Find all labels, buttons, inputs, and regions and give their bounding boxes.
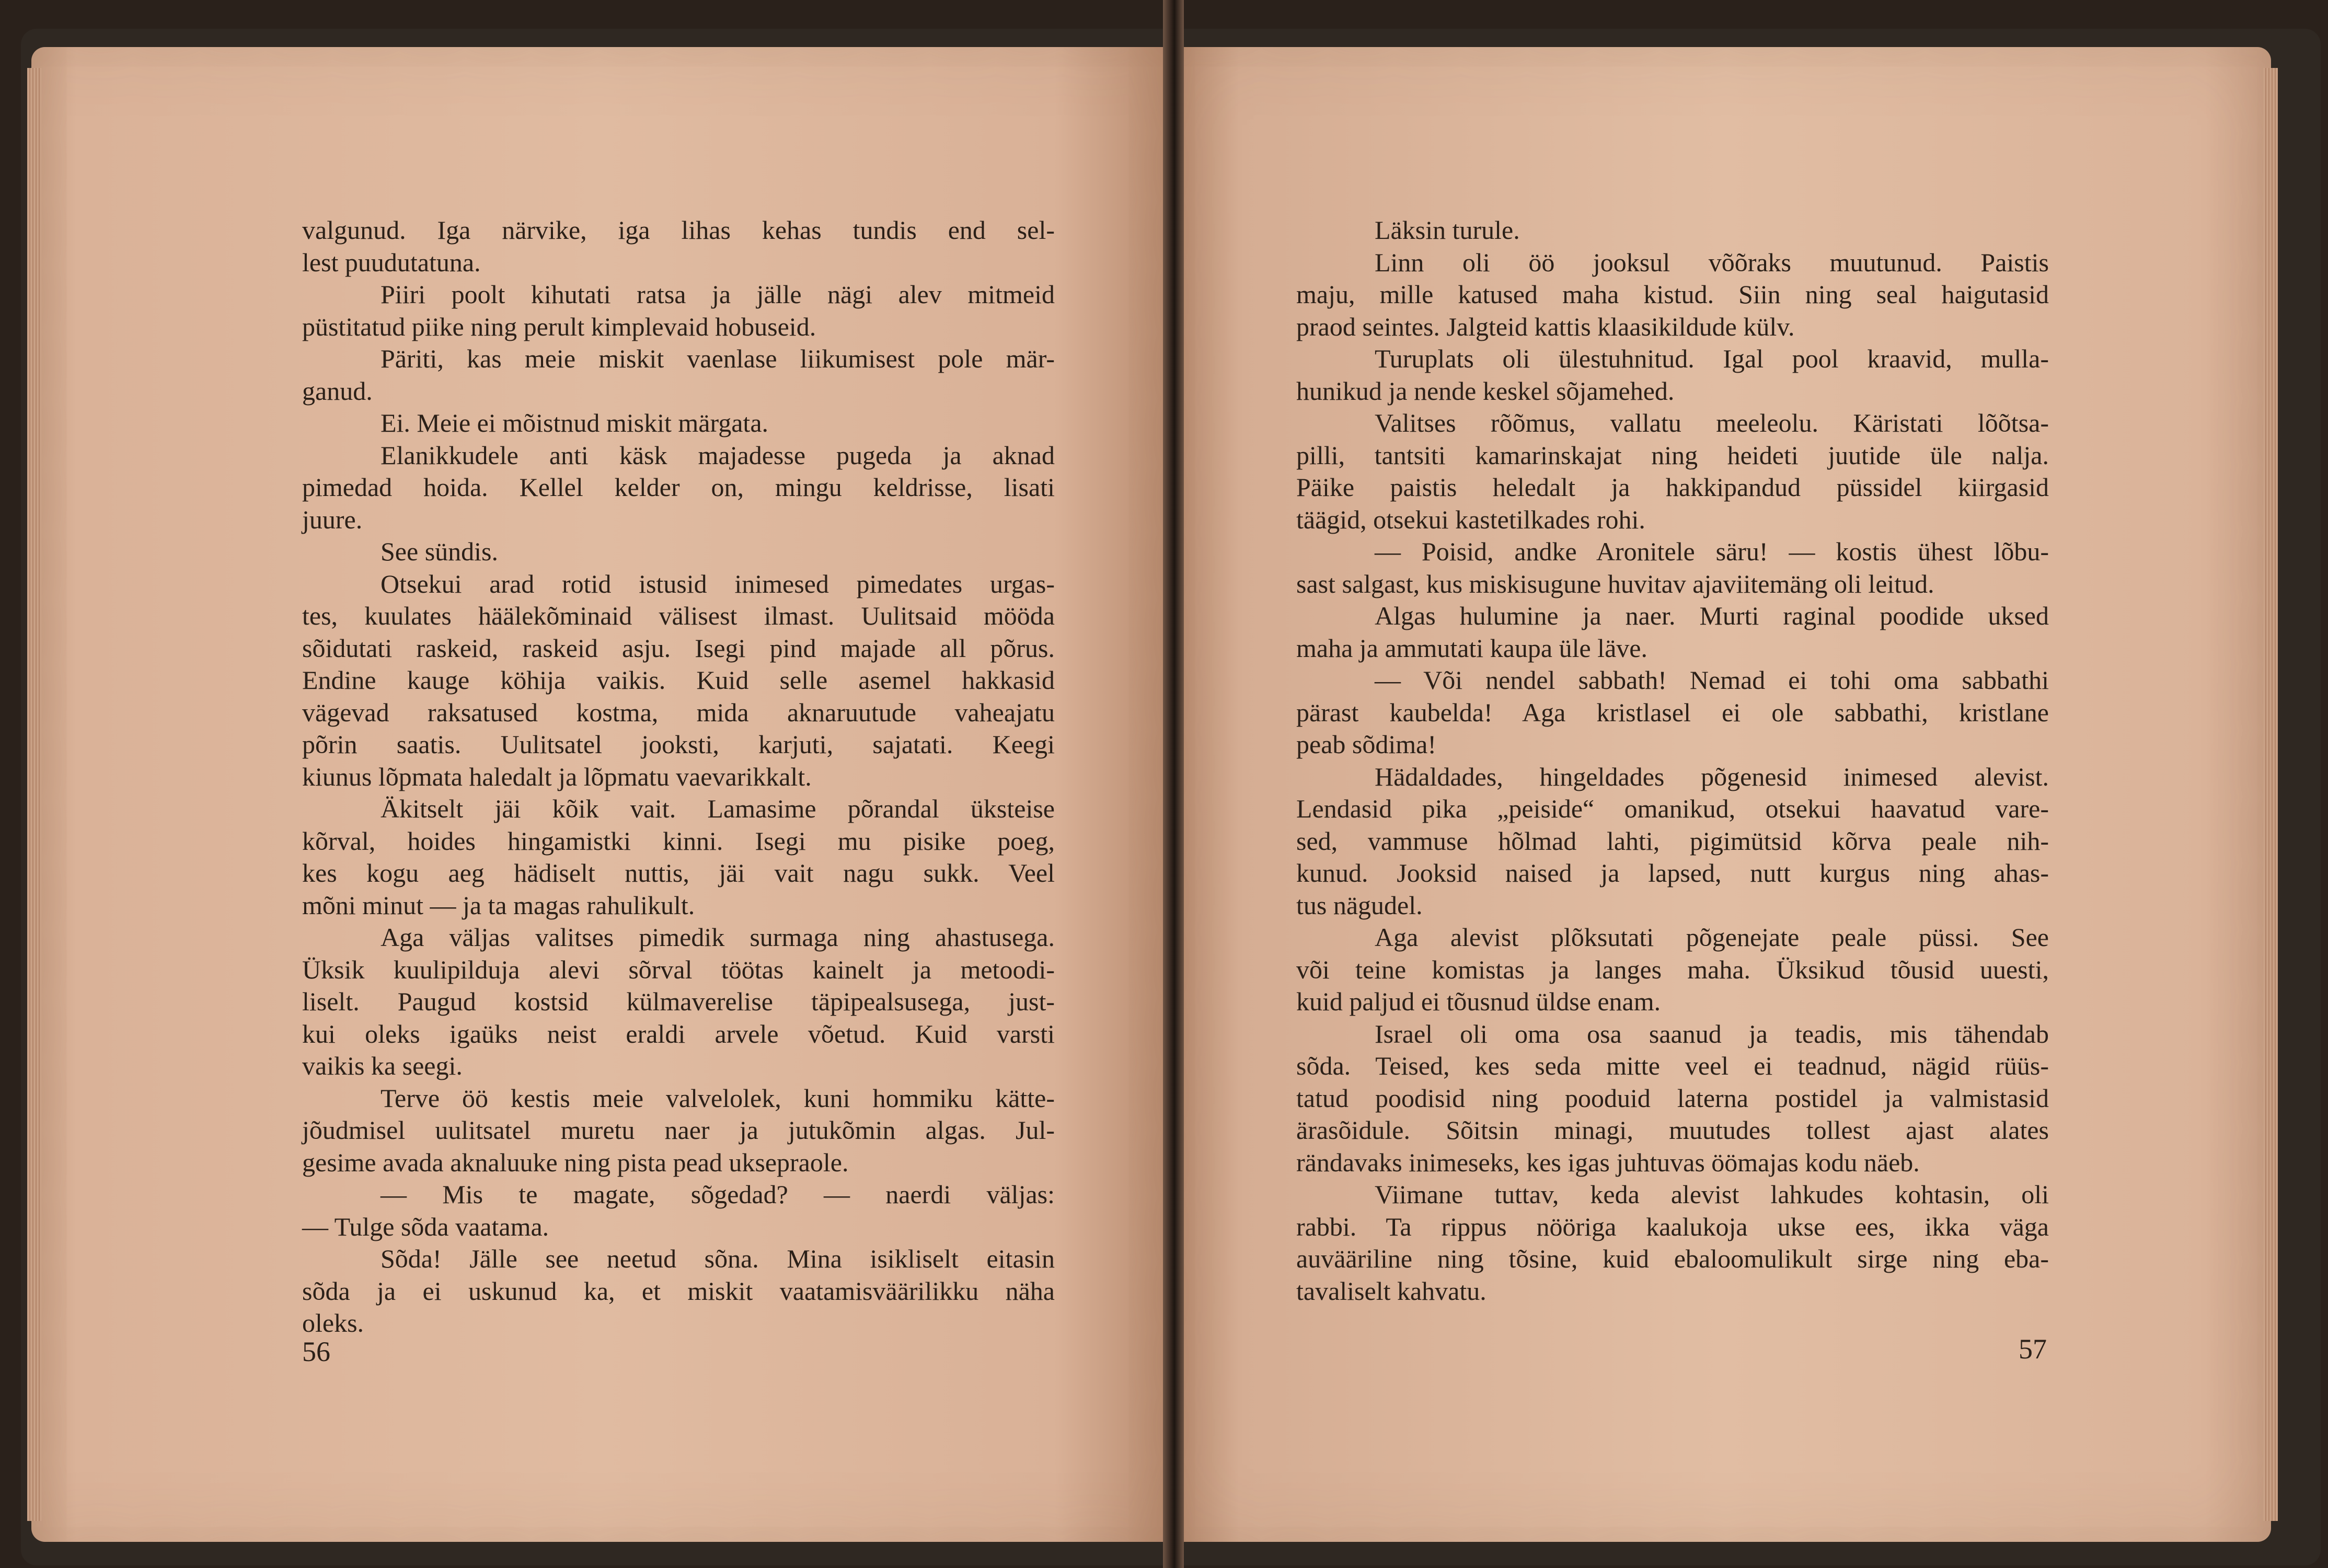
text-line: Äkitselt jäi kõik vait. Lamasime põrandal üksteise — [381, 794, 1055, 823]
text-line: gesime avada aknaluuke ning pista pead uksepraole. — [302, 1147, 849, 1177]
text-line: põrin saatis. Uulitsatel jooksti, karjuti, sajatati. Keegi — [302, 730, 1055, 759]
text-line: oleks. — [302, 1308, 364, 1338]
text-line: maju, mille katused maha kistud. Siin ning seal haigutasid — [1296, 280, 2049, 309]
text-line: mõni minut — ja ta magas rahulikult. — [302, 890, 695, 920]
text-line: kuid paljud ei tõusnud üldse enam. — [1296, 987, 1661, 1016]
text-line: tatud poodisid ning pooduid laterna postidel ja valmistasid — [1296, 1083, 2049, 1113]
text-line: sõda. Teised, kes seda mitte veel ei teadnud, nägid rüüs- — [1296, 1051, 2049, 1080]
text-line: kiunus lõpmata haledalt ja lõpmatu vaevarikkalt. — [302, 762, 812, 791]
text-line: kunud. Jooksid naised ja lapsed, nutt kurgus ning ahas- — [1296, 858, 2049, 887]
text-line: Aga väljas valitses pimedik surmaga ning ahastusega. — [381, 923, 1055, 952]
text-line: Algas hulumine ja naer. Murti raginal poodide uksed — [1375, 601, 2049, 630]
text-line: püstitatud piike ning perult kimplevaid hobuseid. — [302, 312, 816, 341]
text-line: pilli, tantsiti kamarinskajat ning heideti juutide üle nalja. — [1296, 440, 2049, 470]
text-line: pärast kaubelda! Aga kristlasel ei ole sabbathi, kristlane — [1296, 697, 2049, 727]
right-page-text — [1296, 214, 2049, 1307]
text-line: tus nägudel. — [1296, 890, 1423, 920]
text-line: Üksik kuulipilduja alevi sõrval töötas kainelt ja metoodi- — [302, 954, 1055, 984]
text-line: See sündis. — [381, 537, 498, 566]
text-line: ärasõidule. Sõitsin minagi, muutudes tollest ajast alates — [1296, 1115, 2049, 1145]
text-line: rabbi. Ta rippus nööriga kaalukoja ukse ees, ikka väga — [1296, 1212, 2049, 1241]
text-line: Aga alevist plõksutati põgenejate peale püssi. See — [1375, 923, 2049, 952]
text-line: Turuplats oli ülestuhnitud. Igal pool kraavid, mulla- — [1375, 344, 2049, 373]
text-line: Hädaldades, hingeldades põgenesid inimesed alevist. — [1375, 762, 2049, 791]
text-line: praod seintes. Jalgteid kattis klaasikildude külv. — [1296, 312, 1795, 341]
text-line: Sõda! Jälle see neetud sõna. Mina isikliselt eitasin — [381, 1244, 1055, 1273]
page-number-right: 57 — [2019, 1333, 2047, 1365]
text-line: Terve öö kestis meie valvelolek, kuni hommiku kätte- — [381, 1083, 1055, 1113]
text-line: kõrval, hoides hingamistki kinni. Isegi mu pisike poeg, — [302, 826, 1055, 856]
book-spine — [1163, 0, 1184, 1568]
text-line: või teine komistas ja langes maha. Üksikud tõusid uuesti, — [1296, 954, 2049, 984]
text-line: Viimane tuttav, keda alevist lahkudes kohtasin, oli — [1375, 1180, 2049, 1209]
text-line: liselt. Paugud kostsid külmaverelise täpipealsusega, just- — [302, 987, 1055, 1016]
text-line: Päriti, kas meie miskit vaenlase liikumisest pole mär- — [381, 344, 1055, 373]
text-line: hunikud ja nende keskel sõjamehed. — [1296, 376, 1675, 406]
text-line: vaikis ka seegi. — [302, 1051, 463, 1080]
page-edges-right — [2263, 68, 2278, 1521]
left-page-text — [302, 214, 1055, 1340]
text-line: Päike paistis heledalt ja hakkipandud püssidel kiirgasid — [1296, 472, 2049, 502]
text-line: Israel oli oma osa saanud ja teadis, mis tähendab — [1375, 1019, 2049, 1048]
text-line: auvääriline ning tõsine, kuid ebaloomulikult sirge ning eba- — [1296, 1244, 2049, 1273]
text-line: — Tulge sõda vaatama. — [302, 1212, 549, 1241]
page-edges-left — [27, 68, 42, 1521]
text-line: rändavaks inimeseks, kes igas juhtuvas öömajas kodu näeb. — [1296, 1147, 1920, 1177]
text-line: — Mis te magate, sõgedad? — naerdi väljas: — [381, 1180, 1055, 1209]
text-line: — Või nendel sabbath! Nemad ei tohi oma sabbathi — [1375, 665, 2049, 695]
text-line: pimedad hoida. Kellel kelder on, mingu keldrisse, lisati — [302, 472, 1055, 502]
text-line: sõda ja ei uskunud ka, et miskit vaatamisväärilikku näha — [302, 1276, 1055, 1306]
text-line: Läksin turule. — [1375, 215, 1520, 245]
text-line: Elanikkudele anti käsk majadesse pugeda ja aknad — [381, 440, 1055, 470]
text-line: — Poisid, andke Aronitele säru! — kostis ühest lõbu- — [1375, 537, 2049, 566]
text-line: ganud. — [302, 376, 373, 406]
text-line: Linn oli öö jooksul võõraks muutunud. Paistis — [1375, 247, 2049, 277]
text-line: Endine kauge köhija vaikis. Kuid selle asemel hakkasid — [302, 665, 1055, 695]
text-line: peab sõdima! — [1296, 730, 1436, 759]
text-line: lest puudutatuna. — [302, 247, 481, 277]
text-line: Ei. Meie ei mõistnud miskit märgata. — [381, 408, 769, 437]
text-line: vägevad raksatused kostma, mida aknaruutude vaheajatu — [302, 697, 1055, 727]
text-line: tavaliselt kahvatu. — [1296, 1276, 1486, 1306]
text-line: maha ja ammutati kaupa üle läve. — [1296, 633, 1647, 663]
text-line: sed, vammuse hõlmad lahti, pigimütsid kõrva peale nih- — [1296, 826, 2049, 856]
text-line: kui oleks igaüks neist eraldi arvele võetud. Kuid varsti — [302, 1019, 1055, 1048]
text-line: Lendasid pika „peiside“ omanikud, otsekui haavatud vare- — [1296, 794, 2049, 823]
text-line: kes kogu aeg hädiselt nuttis, jäi vait nagu sukk. Veel — [302, 858, 1055, 887]
text-line: tes, kuulates häälekõminaid välisest ilmast. Uulitsaid mööda — [302, 601, 1055, 630]
text-line: Piiri poolt kihutati ratsa ja jälle nägi alev mitmeid — [381, 280, 1055, 309]
text-line: täägid, otsekui kastetilkades rohi. — [1296, 504, 1645, 534]
page-number-left: 56 — [302, 1336, 330, 1367]
text-line: jõudmisel uulitsatel muretu naer ja jutukõmin algas. Jul- — [302, 1115, 1055, 1145]
text-line: Valitses rõõmus, vallatu meeleolu. Käristati lõõtsa- — [1375, 408, 2049, 437]
text-line: Otsekui arad rotid istusid inimesed pimedates urgas- — [381, 569, 1055, 598]
text-line: sast salgast, kus miskisugune huvitav ajaviitemäng oli leitud. — [1296, 569, 1934, 598]
text-line: juure. — [302, 504, 363, 534]
text-line: valgunud. Iga närvike, iga lihas kehas tundis end sel- — [302, 215, 1055, 245]
text-line: sõidutati raskeid, raskeid asju. Isegi pind majade all põrus. — [302, 633, 1055, 663]
